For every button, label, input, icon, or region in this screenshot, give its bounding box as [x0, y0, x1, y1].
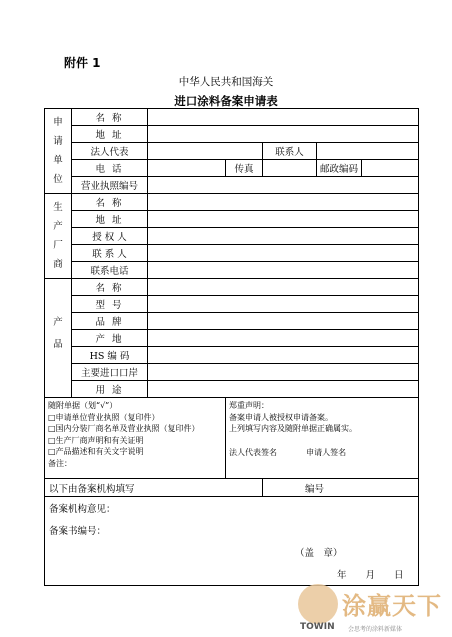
attachment-item[interactable]: □产品描述和有关文字说明	[48, 447, 144, 456]
applicant-phone-label: 电 话	[72, 160, 148, 177]
attachment-item[interactable]: □申请单位营业执照（复印件）	[48, 412, 160, 422]
product-use-field[interactable]	[148, 381, 419, 398]
manufacturer-phone-label: 联系电话	[72, 262, 148, 279]
attachment-label: 附件 1	[64, 56, 101, 70]
authority-title: 中华人民共和国海关	[178, 76, 274, 88]
product-name-field[interactable]	[148, 279, 419, 296]
product-group-text: 产品	[53, 316, 63, 350]
attachments-note-title: 随附单据（划“√”）	[48, 401, 118, 410]
declaration-spacer	[229, 435, 415, 447]
manufacturer-name-label: 名 称	[72, 194, 148, 211]
agency-seal-label: （盖 章）	[295, 548, 343, 559]
manufacturer-phone-field[interactable]	[148, 262, 419, 279]
product-model-label: 型 号	[72, 296, 148, 313]
applicant-name-label: 名 称	[72, 109, 148, 126]
applicant-legal-rep-field[interactable]	[148, 143, 263, 160]
manufacturer-authorized-field[interactable]	[148, 228, 419, 245]
sign-legal-label: 法人代表签名	[229, 447, 277, 457]
manufacturer-contact-field[interactable]	[148, 245, 419, 262]
applicant-fax-field[interactable]	[263, 160, 317, 177]
product-group-label	[45, 279, 72, 398]
product-origin-field[interactable]	[148, 330, 419, 347]
manufacturer-group-label: 生产厂商	[45, 194, 72, 279]
manufacturer-name-field[interactable]	[148, 194, 419, 211]
applicant-fax-label: 传真	[226, 160, 263, 177]
agency-record-no-label: 备案书编号：	[49, 526, 107, 537]
product-name-label: 名 称	[72, 279, 148, 296]
applicant-name-field[interactable]	[148, 109, 419, 126]
applicant-address-field[interactable]	[148, 126, 419, 143]
applicant-license-field[interactable]	[148, 177, 419, 194]
manufacturer-contact-label: 联 系 人	[72, 245, 148, 262]
application-form-table	[44, 108, 419, 586]
agency-opinion-cell[interactable]	[45, 497, 419, 586]
applicant-phone-field[interactable]	[148, 160, 226, 177]
product-port-field[interactable]	[148, 364, 419, 381]
applicant-group-label: 申请单位	[45, 109, 72, 194]
product-hs-code-field[interactable]	[148, 347, 419, 364]
product-use-label: 用 途	[72, 381, 148, 398]
attachments-note-cell	[45, 398, 226, 479]
applicant-contact-field[interactable]	[317, 143, 419, 160]
agency-number-label: 编号	[263, 479, 419, 497]
agency-fill-by-label: 以下由备案机构填写	[45, 479, 263, 497]
applicant-contact-label: 联系人	[263, 143, 317, 160]
applicant-legal-rep-label: 法人代表	[72, 143, 148, 160]
agency-date-label: 年 月 日	[337, 570, 404, 581]
declaration-title: 郑重声明：	[229, 401, 269, 410]
product-brand-field[interactable]	[148, 313, 419, 330]
manufacturer-address-field[interactable]	[148, 211, 419, 228]
declaration-line-2: 上列填写内容及随附单据正确属实。	[229, 424, 357, 433]
product-origin-label: 产 地	[72, 330, 148, 347]
applicant-postcode-field[interactable]	[362, 160, 419, 177]
sign-applicant-label: 申请人签名	[306, 447, 347, 457]
watermark-slogan: 会思考的涂料新媒体	[348, 626, 403, 633]
watermark-text: 涂赢天下	[342, 592, 442, 620]
product-port-label: 主要进口口岸	[72, 364, 148, 381]
watermark	[298, 584, 444, 632]
declaration-line-1: 备案申请人被授权申请备案。	[229, 412, 333, 422]
applicant-license-label: 营业执照编号	[72, 177, 148, 194]
declaration-signatures	[229, 447, 415, 459]
attachment-item[interactable]: □生产厂商声明和有关证明	[48, 435, 144, 445]
manufacturer-address-label: 地 址	[72, 211, 148, 228]
watermark-logo-icon	[298, 584, 338, 624]
attachment-item[interactable]: □国内分装厂商名单及营业执照（复印件）	[48, 424, 200, 433]
watermark-brand: TOWIN	[300, 622, 335, 632]
agency-opinion-label: 备案机构意见：	[49, 504, 116, 515]
product-brand-label: 品 牌	[72, 313, 148, 330]
attachments-remark: 备注：	[48, 458, 72, 468]
form-title: 进口涂料备案申请表	[174, 94, 278, 108]
product-hs-code-label: HS 编 码	[72, 347, 148, 364]
applicant-address-label: 地 址	[72, 126, 148, 143]
applicant-postcode-label: 邮政编码	[317, 160, 362, 177]
declaration-cell	[226, 398, 419, 479]
manufacturer-authorized-label: 授 权 人	[72, 228, 148, 245]
product-model-field[interactable]	[148, 296, 419, 313]
